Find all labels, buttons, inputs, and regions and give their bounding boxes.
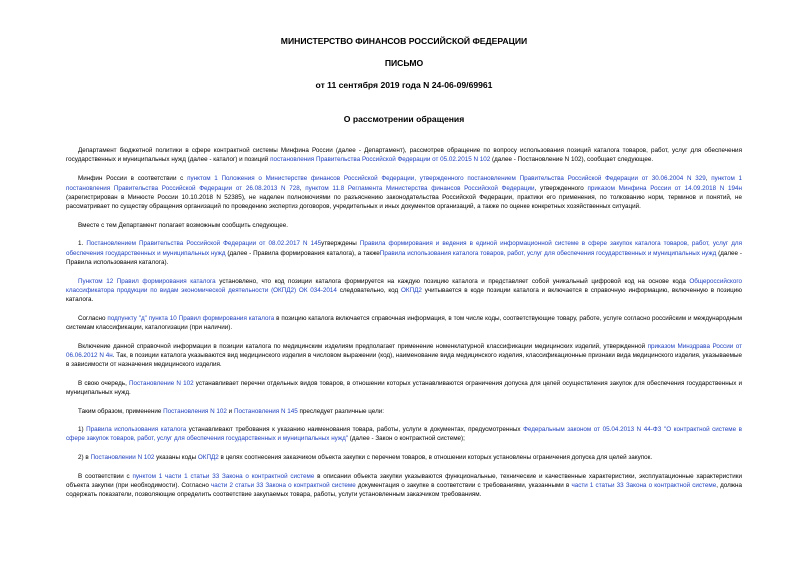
document-page [66, 36, 742, 499]
document-link[interactable]: Постановления N 102 [163, 408, 227, 416]
document-link[interactable]: ОКПД2 [401, 287, 422, 295]
paragraph-text: , [299, 184, 306, 192]
document-link[interactable]: пунктом 1 постановления Правительства Российской Федерации от 26.08.2013 N 728 [66, 175, 742, 192]
document-link[interactable]: ОКПД2 [197, 453, 219, 461]
paragraph [66, 472, 742, 500]
paragraph-text: (зарегистрирован в Минюсте России 10.10.2018 N 52385), не наделен полномочиями по разъяснению законодательства Российской Федерации, практики его применения, по толкованию норм, терминов и понятий, не рассматривает по существу обращения организаций по проведению экспертиз договоров, учредительных и иных документов организаций, а также по оценке конкретных хозяйственных ситуаций. [66, 193, 742, 211]
paragraph-text: (далее - Закон о контрактной системе); [348, 435, 465, 443]
paragraph-text: указаны коды [154, 453, 198, 461]
document-link[interactable]: приказом Минфина России от 14.09.2018 N 194н [587, 184, 743, 192]
document-link[interactable]: Пунктом 12 Правил формирования каталога [78, 278, 216, 286]
paragraph-text: , должна содержать показатели, позволяющие определить соответствие закупаемых товара, работы, услуги установленным заказчиком требованиям. [66, 482, 742, 499]
document-date-number: от 11 сентября 2019 года N 24-06-09/69961 [315, 80, 493, 90]
paragraph-text: документация о закупке в соответствии с требованиями, указанными в [355, 482, 572, 490]
paragraph-text: установлено, что код позиции каталога формируется на каждую позицию каталога и представляет собой уникальный цифровой код на основе кода [215, 278, 690, 286]
paragraph-text: . Так, в позиции каталога указываются вид медицинского изделия в числовом выражении (код), наименование вида медицинского изделия, классификационные признаки вида медицинского изделия, указываемые в зависимости от назначения медицинского изделия. [66, 352, 742, 369]
document-link[interactable]: постановления Правительства Российской Федерации от 05.02.2015 N 102 [270, 156, 491, 164]
paragraph [66, 342, 742, 370]
document-link[interactable]: Постановление N 102 [128, 379, 194, 387]
document-link[interactable]: Постановлением Правительства Российской Федерации от 08.02.2017 N 145 [86, 240, 322, 248]
paragraph-text: следовательно, код [336, 287, 402, 295]
paragraph [66, 146, 742, 164]
paragraph [66, 239, 742, 267]
paragraph-text: Департамент бюджетной политики в сфере контрактной системы Минфина России (далее - Департамент), рассмотрев обращение по вопросу использования позиций каталога товаров, работ, услуг для обеспечения государственных и муниципальных нужд (далее - каталог) и позиций [66, 147, 742, 164]
ministry-heading: МИНИСТЕРСТВО ФИНАНСОВ РОССИЙСКОЙ ФЕДЕРАЦИИ [280, 36, 528, 46]
paragraph-text: устанавливают требования к указанию наименования товара, работы, услуги в документах, предусмотренных [186, 426, 524, 434]
paragraph-text: 1) [78, 426, 87, 434]
paragraph-text: (далее - Правила использования каталога). [66, 249, 742, 266]
paragraph-text: Таким образом, применение [78, 408, 164, 416]
letter-body [66, 146, 742, 499]
paragraph-text: учитывается в коде позиции каталога и включается в справочную информацию, включенную в позицию каталога. [66, 287, 742, 304]
document-link[interactable]: Федеральным законом от 05.04.2013 N 44-ФЗ "О контрактной системе в сфере закупок товаров, работ, услуг для обеспечения государственных и муниципальных нужд" [66, 426, 742, 443]
document-link[interactable]: части 2 статьи 33 Закона о контрактной системе [210, 482, 356, 490]
paragraph [66, 379, 742, 397]
paragraph [66, 453, 742, 462]
document-link[interactable]: Правила использования каталога товаров, работ, услуг для обеспечения государственных и муниципальных нужд [379, 249, 717, 257]
document-link[interactable]: Постановления N 145 [233, 408, 298, 416]
paragraph-text: Согласно [78, 314, 108, 322]
paragraph-text: (далее - Постановление N 102), сообщает следующее. [490, 156, 654, 164]
paragraph [66, 174, 742, 211]
paragraph-text: устанавливает перечни отдельных видов товаров, в отношении которых устанавливаются ограничения допуска для целей осуществления закупок для обеспечения государственных и муниципальных нужд. [66, 379, 742, 396]
paragraph-text: Вместе с тем Департамент полагает возможным сообщить следующее. [78, 222, 288, 230]
paragraph-text: 1. [78, 240, 87, 248]
paragraph-text: , утвержденного [534, 184, 588, 192]
document-link[interactable]: Правила формирования и ведения в единой информационной системе в сфере закупок каталога товаров, работ, услуг для обеспечения государственных и муниципальных нужд [66, 240, 742, 257]
document-link[interactable]: части 1 статьи 33 Закона о контрактной системе [571, 482, 717, 490]
document-link[interactable]: Постановлении N 102 [90, 453, 155, 461]
paragraph-text: 2) в [78, 453, 91, 461]
paragraph [66, 277, 742, 305]
paragraph [66, 425, 742, 443]
paragraph-text: В соответствии с [78, 472, 133, 480]
paragraph-text: в целях соотнесения заказчиком объекта закупки с перечнем товаров, в отношении которых установлены ограничения допуска для целей закупок. [218, 453, 653, 461]
paragraph-text: , [705, 175, 712, 183]
document-link[interactable]: Правила использования каталога [86, 426, 187, 434]
paragraph [66, 314, 742, 332]
document-link[interactable]: пунктом 11.8 Регламента Министерства финансов Российской Федерации [305, 184, 535, 192]
paragraph-text: (далее - Правила формирования каталога), а также [225, 249, 380, 257]
paragraph-text: В свою очередь, [78, 379, 129, 387]
paragraph-text: утверждены [321, 240, 360, 248]
document-link[interactable]: пунктом 1 части 1 статьи 33 Закона о контрактной системе [132, 472, 315, 480]
paragraph-text: в позицию каталога включается справочная информация, в том числе коды, соответствующие товару, работе, услуге согласно российским и международным системам классификации, каталогизации (при наличии). [66, 314, 742, 331]
paragraph [66, 221, 742, 230]
paragraph-text: в описании объекта закупки указываются функциональные, технические и качественные характеристики, эксплуатационные характеристики объекта закупки (при необходимости). Согласно [66, 472, 743, 490]
paragraph-text: Включение данной справочной информации в позиции каталога по медицинским изделиям предполагает применение номенклатурной классификации медицинских изделий, утвержденной [78, 343, 648, 351]
document-link[interactable]: приказом Минздрава России от 06.06.2012 N 4н [66, 343, 742, 360]
paragraph [66, 407, 742, 416]
document-subject: О рассмотрении обращения [343, 114, 465, 124]
paragraph-text: Минфин России в соответствии с [78, 175, 188, 183]
document-type: ПИСЬМО [384, 58, 424, 68]
document-link[interactable]: пунктом 1 Положения о Министерстве финансов Российской Федерации, утвержденного постановлением Правительства Российской Федерации от 30.06.2004 N 329 [187, 175, 706, 183]
paragraph-text: преследует различные цели: [297, 408, 385, 416]
document-link[interactable]: подпункту "д" пункта 10 Правил формирования каталога [107, 314, 275, 322]
document-link[interactable]: Общероссийского классификатора продукции по видам экономической деятельности (ОКПД2) ОК 034-2014 [66, 278, 742, 295]
paragraph-text: и [226, 408, 234, 416]
